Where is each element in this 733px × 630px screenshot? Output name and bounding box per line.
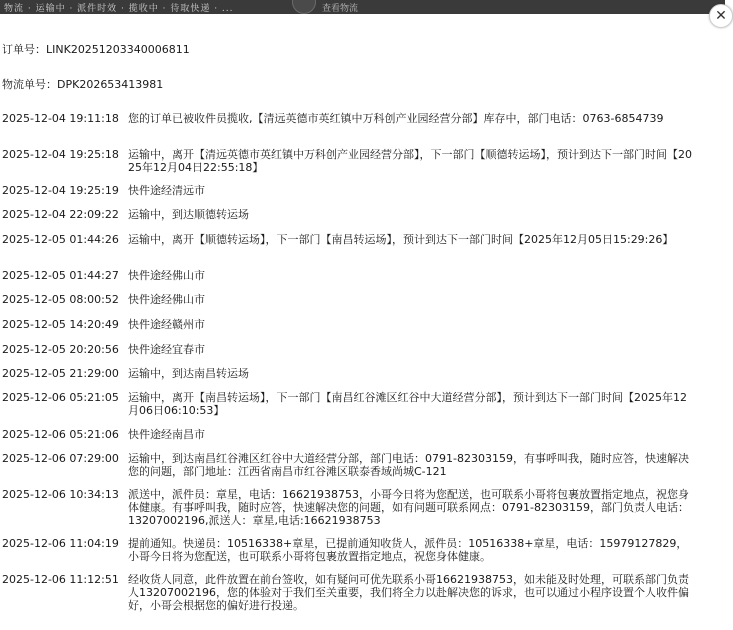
event-description: 运输中，到达南昌红谷滩区红谷中大道经营分部，部门电话：0791-82303159，有事呼叫我，随时应答，快速解决您的问题，部门地址：江西省南昌市红谷滩区联泰香域尚城C-121 <box>128 452 689 478</box>
top-bar <box>0 0 725 14</box>
tab-strip[interactable]: 物流 · 运输中 · 派件时效 · 揽收中 · 待取快递 · ... <box>4 4 234 14</box>
order-number-line <box>2 41 190 57</box>
order-number-label: 订单号： <box>2 43 46 56</box>
event-time: 2025-12-05 21:29:00 <box>2 367 119 380</box>
event-time: 2025-12-04 19:11:18 <box>2 112 119 125</box>
close-icon[interactable]: ✕ <box>709 4 733 28</box>
event-description: 提前通知。快递员：10516338+章星，已提前通知收货人，派件员：10516338+章星，电话：15979127829，小哥今日将为您配送，也可联系小哥将包裹放置指定地点，祝您身体健康。 <box>128 537 688 563</box>
event-description: 快件途经赣州市 <box>128 318 205 331</box>
event-description: 快件途经清远市 <box>128 184 205 197</box>
event-description: 快件途经佛山市 <box>128 293 205 306</box>
event-time: 2025-12-05 14:20:49 <box>2 318 119 331</box>
event-description: 您的订单已被收件员揽收,【清远英德市英红镇中万科创产业园经营分部】库存中，部门电话：0763-6854739 <box>128 112 664 125</box>
event-time: 2025-12-06 05:21:06 <box>2 428 119 441</box>
center-link[interactable]: 查看物流 <box>322 4 359 14</box>
event-description: 快件途经南昌市 <box>128 428 205 441</box>
event-time: 2025-12-05 01:44:26 <box>2 233 119 246</box>
event-time: 2025-12-04 22:09:22 <box>2 208 119 221</box>
center-button[interactable] <box>292 0 316 14</box>
event-description: 快件途经佛山市 <box>128 269 205 282</box>
event-time: 2025-12-05 01:44:27 <box>2 269 119 282</box>
waybill-number-label: 物流单号： <box>2 78 57 91</box>
event-description: 运输中，到达顺德转运场 <box>128 208 249 221</box>
event-time: 2025-12-06 05:21:05 <box>2 391 119 404</box>
event-description: 运输中，离开【南昌转运场】，下一部门【南昌红谷滩区红谷中大道经营分部】，预计到达下一部门时间【2025年12月06日06:10:53】 <box>128 391 687 417</box>
event-time: 2025-12-04 19:25:19 <box>2 184 119 197</box>
event-description: 运输中，到达南昌转运场 <box>128 367 249 380</box>
event-time: 2025-12-06 07:29:00 <box>2 452 119 465</box>
order-number-value: LINK20251203340006811 <box>46 43 190 56</box>
event-description: 派送中，派件员：章星，电话：16621938753，小哥今日将为您配送，也可联系小哥将包裹放置指定地点，祝您身体健康。有事呼叫我，随时应答，快速解决您的问题，如有问题可联系网点：0791-82303159，部门负责人电话：13207002196,派送人：章星,电话:16621938753 <box>128 488 689 527</box>
event-time: 2025-12-06 11:12:51 <box>2 573 119 586</box>
waybill-number-value: DPK202653413981 <box>57 78 164 91</box>
event-time: 2025-12-06 11:04:19 <box>2 537 119 550</box>
event-description: 快件途经宜春市 <box>128 343 205 356</box>
event-time: 2025-12-06 10:34:13 <box>2 488 119 501</box>
waybill-number-line <box>2 76 163 92</box>
event-description: 运输中，离开【清远英德市英红镇中万科创产业园经营分部】，下一部门【顺德转运场】，预计到达下一部门时间【2025年12月04日22:55:18】 <box>128 148 692 174</box>
event-description: 经收货人同意，此件放置在前台签收，如有疑问可优先联系小哥16621938753，如未能及时处理，可联系部门负责人13207002196，您的体验对于我们至关重要，我们将全力以赴解决您的诉求，也可以通过小程序设置个人收件偏好，小哥会根据您的偏好进行投递。 <box>128 573 689 612</box>
event-description: 运输中，离开【顺德转运场】，下一部门【南昌转运场】，预计到达下一部门时间【2025年12月05日15:29:26】 <box>128 233 674 246</box>
event-time: 2025-12-05 20:20:56 <box>2 343 119 356</box>
event-time: 2025-12-04 19:25:18 <box>2 148 119 161</box>
event-time: 2025-12-05 08:00:52 <box>2 293 119 306</box>
